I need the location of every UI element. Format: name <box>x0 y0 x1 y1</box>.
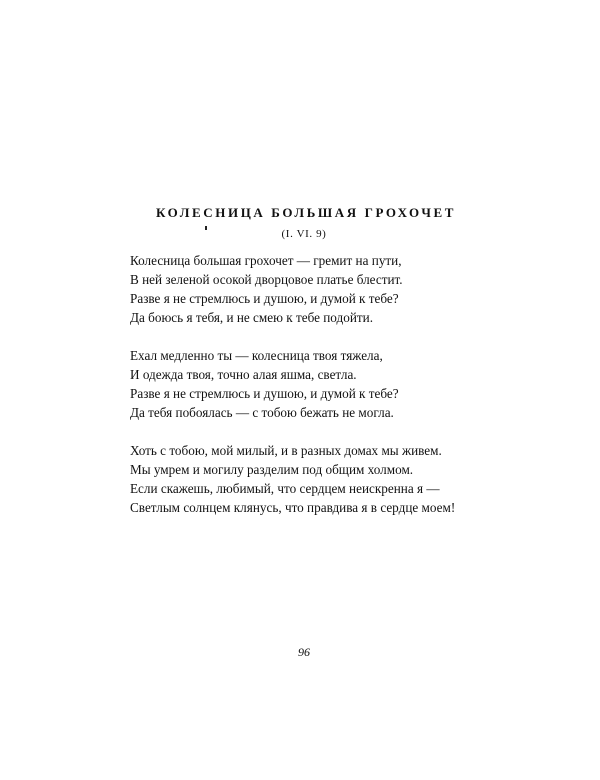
poem-line: Если скажешь, любимый, что сердцем неискренна я — <box>130 481 440 496</box>
poem-line: Колесница большая грохочет — гремит на пути, <box>130 253 402 268</box>
poem-line: Да боюсь я тебя, и не смею к тебе подойти. <box>130 310 374 325</box>
page-number: 96 <box>298 645 310 659</box>
poem-line: Разве я не стремлюсь и душою, и думой к тебе? <box>130 291 399 306</box>
poem-body <box>130 251 490 536</box>
poem-line: Разве я не стремлюсь и душою, и думой к тебе? <box>130 386 399 401</box>
stanza-3 <box>130 441 490 517</box>
poem-line: И одежда твоя, точно алая яшма, светла. <box>130 367 357 382</box>
stanza-1 <box>130 251 490 327</box>
poem-title: КОЛЕСНИЦА БОЛЬШАЯ ГРОХОЧЕТ <box>155 205 457 220</box>
poem-source-reference: (I. VI. 9) <box>281 228 327 240</box>
poem-line: Хоть с тобою, мой милый, и в разных домах мы живем. <box>130 443 442 458</box>
poem-line: В ней зеленой осокой дворцовое платье блестит. <box>130 272 403 287</box>
poem-line: Ехал медленно ты — колесница твоя тяжела, <box>130 348 383 363</box>
poem-line: Мы умрем и могилу разделим под общим холмом. <box>130 462 414 477</box>
poem-line: Светлым солнцем клянусь, что правдива я в сердце моем! <box>130 500 456 515</box>
poem-line: Да тебя побоялась — с тобою бежать не могла. <box>130 405 394 420</box>
stanza-2 <box>130 346 490 422</box>
